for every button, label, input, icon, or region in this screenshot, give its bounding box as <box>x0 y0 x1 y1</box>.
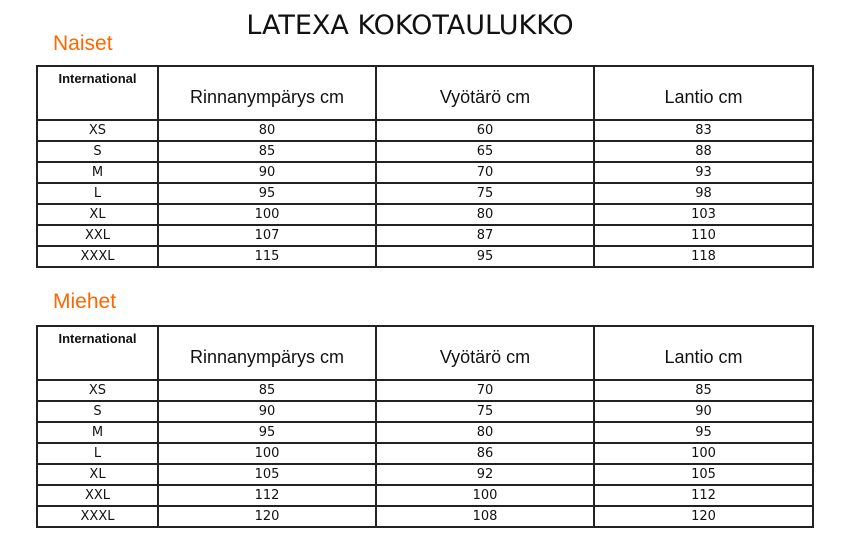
header-waist: Vyötärö cm <box>376 326 594 380</box>
hip-cell: 120 <box>594 506 813 527</box>
chest-cell: 80 <box>158 120 376 141</box>
waist-cell: 87 <box>376 225 594 246</box>
chest-cell: 90 <box>158 162 376 183</box>
section-title-miehet: Miehet <box>53 290 117 313</box>
table-row <box>37 246 813 267</box>
size-cell: M <box>37 162 158 183</box>
hip-cell: 112 <box>594 485 813 506</box>
hip-cell: 100 <box>594 443 813 464</box>
table-row <box>37 506 813 527</box>
size-cell: XXL <box>37 225 158 246</box>
hip-cell: 93 <box>594 162 813 183</box>
header-hip: Lantio cm <box>594 326 813 380</box>
table-row <box>37 422 813 443</box>
table-row <box>37 204 813 225</box>
header-waist: Vyötärö cm <box>376 66 594 120</box>
waist-cell: 75 <box>376 183 594 204</box>
size-cell: XL <box>37 464 158 485</box>
hip-cell: 83 <box>594 120 813 141</box>
size-cell: XS <box>37 120 158 141</box>
table-row <box>37 225 813 246</box>
waist-cell: 100 <box>376 485 594 506</box>
waist-cell: 80 <box>376 204 594 225</box>
hip-cell: 90 <box>594 401 813 422</box>
hip-cell: 118 <box>594 246 813 267</box>
table-row <box>37 183 813 204</box>
chest-cell: 107 <box>158 225 376 246</box>
table-header-row <box>37 66 813 120</box>
table-row <box>37 443 813 464</box>
waist-cell: 86 <box>376 443 594 464</box>
header-chest: Rinnanympärys cm <box>158 66 376 120</box>
waist-cell: 95 <box>376 246 594 267</box>
size-cell: S <box>37 141 158 162</box>
size-cell: S <box>37 401 158 422</box>
header-chest: Rinnanympärys cm <box>158 326 376 380</box>
waist-cell: 80 <box>376 422 594 443</box>
waist-cell: 92 <box>376 464 594 485</box>
size-cell: L <box>37 443 158 464</box>
chest-cell: 85 <box>158 141 376 162</box>
table-row <box>37 401 813 422</box>
waist-cell: 70 <box>376 380 594 401</box>
chest-cell: 90 <box>158 401 376 422</box>
size-cell: XL <box>37 204 158 225</box>
waist-cell: 65 <box>376 141 594 162</box>
hip-cell: 98 <box>594 183 813 204</box>
table-row <box>37 162 813 183</box>
size-table-naiset <box>36 65 814 268</box>
hip-cell: 103 <box>594 204 813 225</box>
waist-cell: 60 <box>376 120 594 141</box>
section-title-naiset: Naiset <box>53 32 113 55</box>
table-row <box>37 120 813 141</box>
size-cell: XXL <box>37 485 158 506</box>
size-cell: XS <box>37 380 158 401</box>
size-cell: M <box>37 422 158 443</box>
hip-cell: 85 <box>594 380 813 401</box>
chest-cell: 100 <box>158 443 376 464</box>
hip-cell: 88 <box>594 141 813 162</box>
chest-cell: 105 <box>158 464 376 485</box>
table-row <box>37 464 813 485</box>
hip-cell: 110 <box>594 225 813 246</box>
hip-cell: 105 <box>594 464 813 485</box>
table-row <box>37 141 813 162</box>
chest-cell: 100 <box>158 204 376 225</box>
header-hip: Lantio cm <box>594 66 813 120</box>
waist-cell: 108 <box>376 506 594 527</box>
chest-cell: 112 <box>158 485 376 506</box>
waist-cell: 75 <box>376 401 594 422</box>
chest-cell: 95 <box>158 422 376 443</box>
hip-cell: 95 <box>594 422 813 443</box>
waist-cell: 70 <box>376 162 594 183</box>
header-international: International <box>37 326 158 380</box>
table-row <box>37 380 813 401</box>
table-header-row <box>37 326 813 380</box>
chest-cell: 115 <box>158 246 376 267</box>
chest-cell: 120 <box>158 506 376 527</box>
page-title: LATEXA KOKOTAULUKKO <box>246 10 574 41</box>
size-cell: L <box>37 183 158 204</box>
size-cell: XXXL <box>37 246 158 267</box>
chest-cell: 95 <box>158 183 376 204</box>
size-cell: XXXL <box>37 506 158 527</box>
header-international: International <box>37 66 158 120</box>
size-table-miehet <box>36 325 814 528</box>
table-row <box>37 485 813 506</box>
chest-cell: 85 <box>158 380 376 401</box>
